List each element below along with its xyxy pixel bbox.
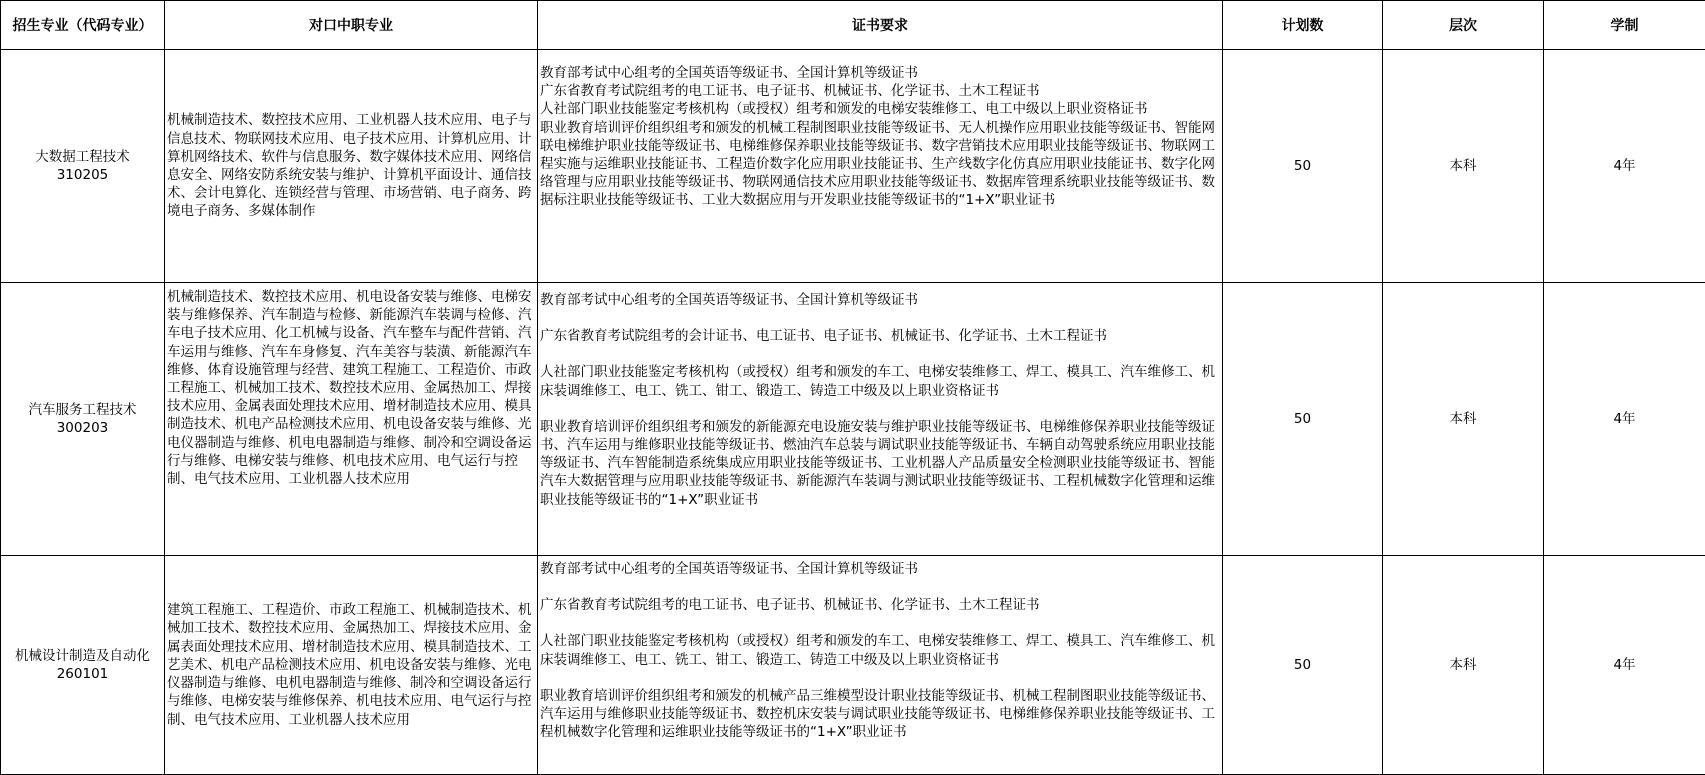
cert-item: 教育部考试中心组考的全国英语等级证书、全国计算机等级证书: [540, 291, 1220, 309]
plan-count: 50: [1223, 50, 1383, 283]
cert-requirements: [538, 50, 1223, 283]
cert-item: 职业教育培训评价组织组考和颁发的新能源充电设施安装与维护职业技能等级证书、电梯维修保养职业技能等级证书、汽车运用与维修职业技能等级证书、燃油汽车总装与调试职业技能等级证书、车辆自动驾驶系统应用职业技能等级证书、汽车智能制造系统集成应用职业技能等级证书、工业机器人产品质量安全检测职业技能等级证书、智能汽车大数据管理与应用职业技能等级证书、新能源汽车装调与测试职业技能等级证书、工程机械数字化管理和运维职业技能等级证书的“1+X”职业证书: [540, 418, 1220, 509]
cert-requirements: [538, 556, 1223, 775]
major-code: 300203: [1, 419, 164, 437]
cert-item: 人社部门职业技能鉴定考核机构（或授权）组考和颁发的车工、电梯安装维修工、焊工、模具工、汽车维修工、机床装调维修工、电工、铣工、钳工、锻造工、铸造工中级及以上职业资格证书: [540, 363, 1220, 399]
matching-majors: 机械制造技术、数控技术应用、工业机器人技术应用、电子与信息技术、物联网技术应用、电子技术应用、计算机应用、计算机网络技术、软件与信息服务、数字媒体技术应用、网络信息安全、网络安防系统安装与维护、计算机平面设计、通信技术、会计电算化、连锁经营与管理、市场营销、电子商务、跨境电子商务、多媒体制作: [165, 50, 538, 283]
level: 本科: [1383, 556, 1544, 775]
header-plan-count: 计划数: [1223, 1, 1383, 50]
header-years: 学制: [1544, 1, 1705, 50]
cert-requirements: [538, 283, 1223, 556]
major-cell: [1, 556, 165, 775]
plan-count: 50: [1223, 283, 1383, 556]
matching-majors: 机械制造技术、数控技术应用、机电设备安装与维修、电梯安装与维修保养、汽车制造与检修、新能源汽车装调与检修、汽车电子技术应用、化工机械与设备、汽车整车与配件营销、汽车运用与维修、汽车车身修复、汽车美容与装潢、新能源汽车维修、体育设施管理与经营、建筑工程施工、工程造价、市政工程施工、机械加工技术、数控技术应用、金属热加工、焊接技术应用、金属表面处理技术应用、增材制造技术应用、模具制造技术、机电产品检测技术应用、机电设备安装与维修、光电仪器制造与维修、机电电器制造与维修、制冷和空调设备运行与维修、电梯安装与维修、机电技术应用、电气运行与控制、电气技术应用、工业机器人技术应用: [165, 283, 538, 556]
major-name: 机械设计制造及自动化: [1, 647, 164, 665]
header-cert-requirements: 证书要求: [538, 1, 1223, 50]
cert-item: 职业教育培训评价组织组考和颁发的机械工程制图职业技能等级证书、无人机操作应用职业技能等级证书、智能网联电梯维护职业技能等级证书、电梯维修保养职业技能等级证书、数字营销技术应用职业技能等级证书、物联网工程实施与运维职业技能证书、工程造价数字化应用职业技能证书、生产线数字化仿真应用职业技能证书、数字化网络管理与应用职业技能等级证书、物联网通信技术应用职业技能等级证书、数据库管理系统职业技能等级证书、数据标注职业技能等级证书、工业大数据应用与开发职业技能等级证书的“1+X”职业证书: [540, 119, 1220, 210]
years: 4年: [1544, 556, 1705, 775]
cert-item: 人社部门职业技能鉴定考核机构（或授权）组考和颁发的车工、电梯安装维修工、焊工、模具工、汽车维修工、机床装调维修工、电工、铣工、钳工、锻造工、铸造工中级及以上职业资格证书: [540, 632, 1220, 668]
level: 本科: [1383, 283, 1544, 556]
cert-item: 广东省教育考试院组考的电工证书、电子证书、机械证书、化学证书、土木工程证书: [540, 82, 1220, 100]
cert-item: 人社部门职业技能鉴定考核机构（或授权）组考和颁发的电梯安装维修工、电工中级以上职业资格证书: [540, 100, 1220, 118]
cert-item: 教育部考试中心组考的全国英语等级证书、全国计算机等级证书: [540, 64, 1220, 82]
level: 本科: [1383, 50, 1544, 283]
header-level: 层次: [1383, 1, 1544, 50]
header-major: 招生专业（代码专业）: [1, 1, 165, 50]
cert-item: 教育部考试中心组考的全国英语等级证书、全国计算机等级证书: [540, 560, 1220, 578]
table-row: [1, 556, 1705, 775]
table-row: [1, 50, 1705, 283]
major-cell: [1, 283, 165, 556]
major-name: 大数据工程技术: [1, 148, 164, 166]
years: 4年: [1544, 283, 1705, 556]
cert-item: 广东省教育考试院组考的电工证书、电子证书、机械证书、化学证书、土木工程证书: [540, 596, 1220, 614]
major-name: 汽车服务工程技术: [1, 401, 164, 419]
major-code: 310205: [1, 166, 164, 184]
cert-item: 广东省教育考试院组考的会计证书、电工证书、电子证书、机械证书、化学证书、土木工程证书: [540, 327, 1220, 345]
matching-majors: 建筑工程施工、工程造价、市政工程施工、机械制造技术、机械加工技术、数控技术应用、金属热加工、焊接技术应用、金属表面处理技术应用、增材制造技术应用、模具制造技术、工艺美术、机电产品检测技术应用、机电设备安装与维修、光电仪器制造与维修、电机电器制造与维修、制冷和空调设备运行与维修、电梯安装与维修保养、机电技术应用、电气运行与控制、电气技术应用、工业机器人技术应用: [165, 556, 538, 775]
major-code: 260101: [1, 665, 164, 683]
header-matching-major: 对口中职专业: [165, 1, 538, 50]
years: 4年: [1544, 50, 1705, 283]
header-row: [1, 1, 1705, 50]
plan-count: 50: [1223, 556, 1383, 775]
major-cell: [1, 50, 165, 283]
table-row: [1, 283, 1705, 556]
cert-item: 职业教育培训评价组织组考和颁发的机械产品三维模型设计职业技能等级证书、机械工程制图职业技能等级证书、汽车运用与维修职业技能等级证书、数控机床安装与调试职业技能等级证书、电梯维修保养职业技能等级证书、工程机械数字化管理和运维职业技能等级证书的“1+X”职业证书: [540, 687, 1220, 742]
